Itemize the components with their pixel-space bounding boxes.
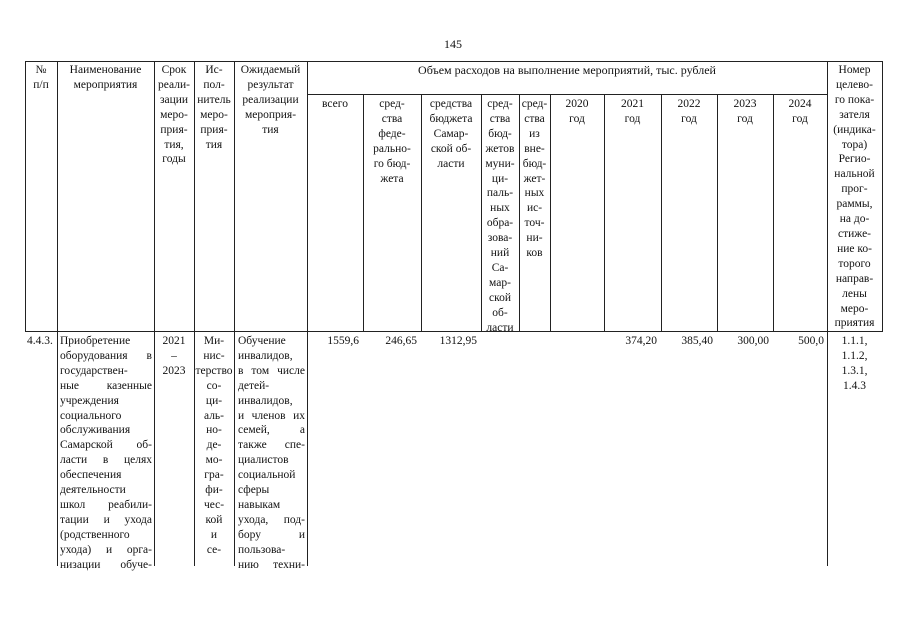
row-term: 2021 – 2023 <box>162 335 186 377</box>
row-2021: 374,20 <box>625 335 657 347</box>
page-number: 145 <box>444 37 462 51</box>
row-2024: 500,0 <box>798 335 824 347</box>
header-2023: 2023 год <box>733 98 757 125</box>
row-result: Обучение инвалидов, в том числе детей- инвалидов, и членов их семей, а также спе- циалистов социальной сферы навыкам ухода, под- бору и пользова- нию техни- <box>238 335 305 571</box>
header-executor: Ис- пол- нитель меро- прия- тия <box>197 64 231 151</box>
header-2020: 2020 год <box>565 98 589 125</box>
header-extra: сред- ства из вне- бюд- жет- ных ис- точ- ни- ков <box>521 98 548 260</box>
row-executor: Ми- нис- терство со- ци- аль- но- де- мо- гра- фи- чес- кой и се- <box>195 335 233 556</box>
row-regional: 1312,95 <box>439 335 477 347</box>
header-total: всего <box>322 98 348 110</box>
row-number: 4.4.3. <box>27 335 53 347</box>
row-indicators: 1.1.1, 1.1.2, 1.3.1, 1.4.3 <box>841 335 868 392</box>
header-2022: 2022 год <box>677 98 701 125</box>
header-no: № п/п <box>33 64 49 91</box>
row-total: 1559,6 <box>327 335 359 347</box>
header-result: Ожидаемый результат реализации мероприя- тия <box>240 64 301 136</box>
header-2024: 2024 год <box>788 98 812 125</box>
header-federal: сред- ства феде- рально- го бюд- жета <box>373 98 411 185</box>
row-federal: 246,65 <box>385 335 417 347</box>
header-term: Срок реали- зации меро- прия- тия, годы <box>158 64 190 166</box>
row-2023: 300,00 <box>737 335 769 347</box>
header-expenses: Объем расходов на выполнение мероприятий, тыс. рублей <box>418 63 716 77</box>
row-2022: 385,40 <box>681 335 713 347</box>
header-indicator: Номер целево- го пока- зателя (индика- тора) Регио- нальной прог- раммы, на до- стиже- ние ко- торого направ- лены меро- приятия <box>833 64 876 330</box>
row-name: Приобретение оборудования в государствен- ные казенные учреждения социального обслуживания Самарской об- ласти в целях обеспечения деятельности школ реабили- тации и ухода (родственного ухода) и орга- низации обуче- <box>60 335 152 571</box>
header-regional: средства бюджета Самар- ской об- ласти <box>429 98 473 170</box>
header-name: Наименование мероприятия <box>69 64 142 91</box>
header-municipal: сред- ства бюд- жетов муни- ци- паль- ных обра- зова- ний Са- мар- ской об- ласти <box>485 98 515 334</box>
header-2021: 2021 год <box>621 98 644 125</box>
